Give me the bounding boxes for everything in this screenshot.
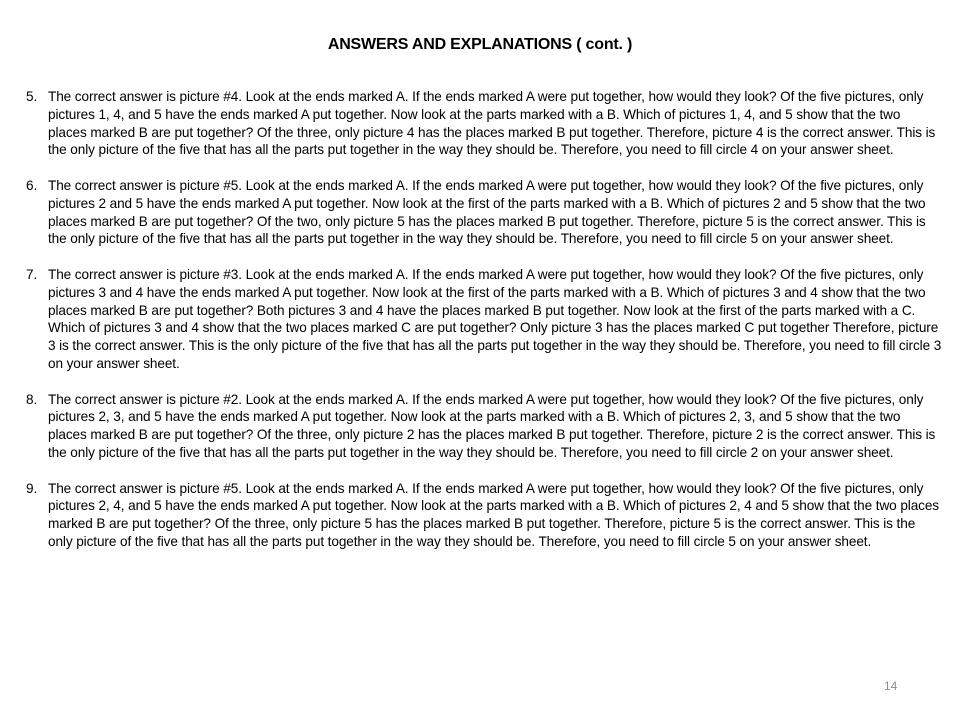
- answer-number: 7.: [26, 266, 38, 282]
- answer-text: The correct answer is picture #4. Look at the ends marked A. If the ends marked A were put together, how would they look? Of the five pictures, only pictures 1, 4, and 5 have the ends marked A put together. Now look at the parts marked with a B. Which of pictures 1, 4, and 5 show that the two places marked B are put together? Of the three, only picture 4 has the places marked B put together. Therefore, picture 4 is the correct answer. This is the only picture of the five that has all the parts put together in the way they should be. Therefore, you need to fill circle 4 on your answer sheet.: [48, 89, 936, 158]
- answer-list: [26, 88, 942, 569]
- answer-number: 6.: [26, 177, 38, 193]
- answer-item: [26, 266, 942, 373]
- answer-item: [26, 391, 942, 462]
- answer-item: [26, 177, 942, 248]
- answer-text: The correct answer is picture #5. Look at the ends marked A. If the ends marked A were put together, how would they look? Of the five pictures, only pictures 2 and 5 have the ends marked A put together. Now look at the first of the parts marked with a B. Which of pictures 2 and 5 show that the two places marked B are put together? Of the two, only picture 5 has the places marked B put together. Therefore, picture 5 is the correct answer. This is the only picture of the five that has all the parts put together in the way they should be. Therefore, you need to fill circle 5 on your answer sheet.: [48, 177, 926, 247]
- page-number: 14: [884, 679, 898, 693]
- answer-item: [26, 480, 942, 551]
- answer-text: The correct answer is picture #2. Look at the ends marked A. If the ends marked A were put together, how would they look? Of the five pictures, only pictures 2, 3, and 5 have the ends marked A put together. Now look at the parts marked with a B. Which of pictures 2, 3, and 5 show that the two places marked B are put together? Of the three, only picture 2 has the places marked B put together. Therefore, picture 2 is the correct answer. This is the only picture of the five that has all the parts put together in the way they should be. Therefore, you need to fill circle 2 on your answer sheet.: [48, 391, 936, 460]
- answer-number: 8.: [26, 391, 38, 407]
- answer-text: The correct answer is picture #5. Look at the ends marked A. If the ends marked A were put together, how would they look? Of the five pictures, only pictures 2, 4, and 5 have the ends marked A put together. Now look at the parts marked with a B. Which of pictures 2, 4 and 5 show that the two places marked B are put together? Of the three, only picture 5 has the places marked B put together. Therefore, picture 5 is the correct answer. This is the only picture of the five that has all the parts put together in the way they should be. Therefore, you need to fill circle 5 on your answer sheet.: [48, 480, 940, 549]
- answer-number: 9.: [26, 480, 38, 496]
- answer-number: 5.: [26, 89, 38, 104]
- answer-text: The correct answer is picture #3. Look at the ends marked A. If the ends marked A were put together, how would they look? Of the five pictures, only pictures 3 and 4 have the ends marked A put together. Now look at the first of the parts marked with a B. Which of pictures 3 and 4 show that the two places marked B are put together? Both pictures 3 and 4 have the places marked B put together. Now look at the first of the parts marked with a C. Which of pictures 3 and 4 show that the two places marked C are put together? Only picture 3 has the places marked C put together Therefore, picture 3 is the correct answer. This is the only picture of the five that has all the parts put together in the way they should be. Therefore, you need to fill circle 3 on your answer sheet.: [48, 266, 942, 371]
- page-title: ANSWERS AND EXPLANATIONS ( cont. ): [327, 36, 633, 53]
- answer-item: [26, 88, 942, 159]
